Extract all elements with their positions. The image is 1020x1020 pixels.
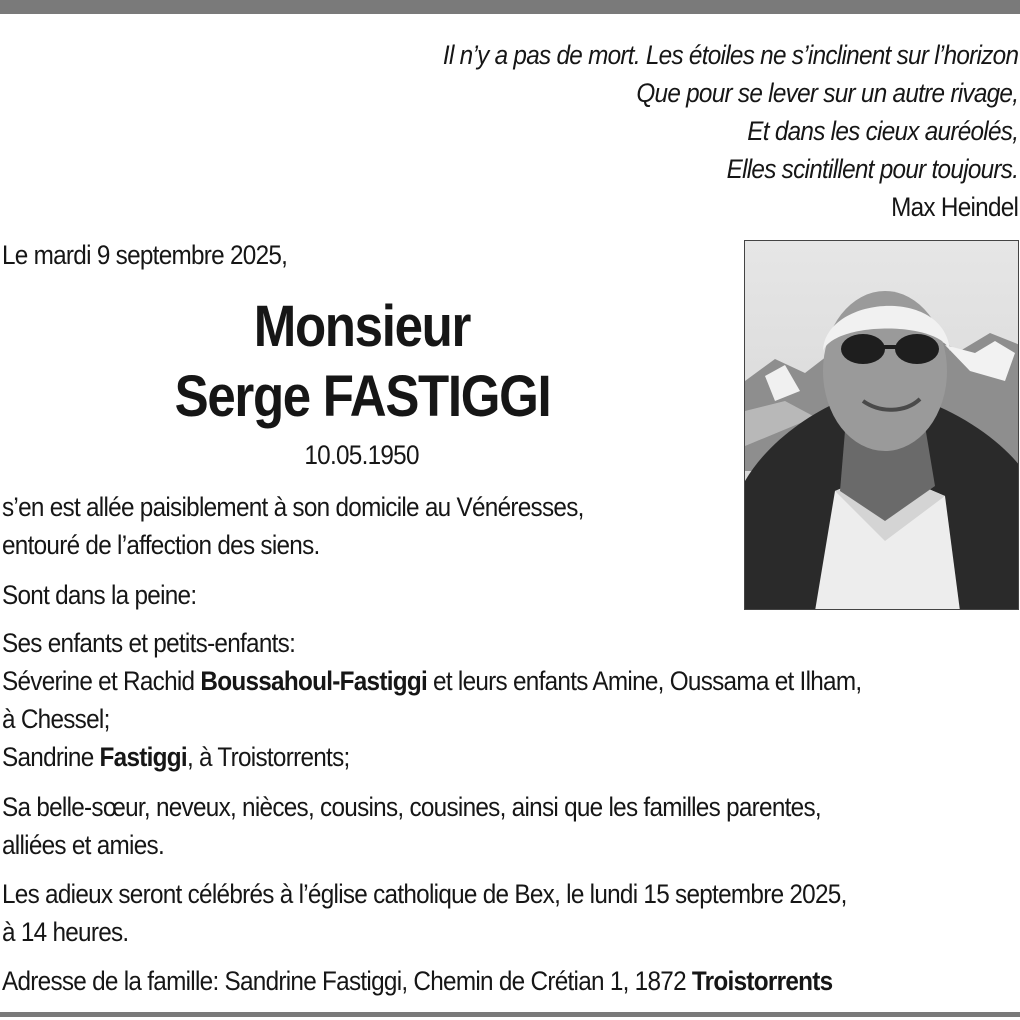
poem-line-1: Il n’y a pas de mort. Les étoiles ne s’inclinent sur l’horizon [442, 40, 1018, 70]
children-heading: Ses enfants et petits-enfants: [2, 628, 296, 658]
intro-date: Le mardi 9 septembre 2025, [2, 240, 288, 270]
ceremony-line-1: Les adieux seront célébrés à l’église catholique de Bex, le lundi 15 septembre 2025, [2, 879, 847, 909]
poem-line-4: Elles scintillent pour toujours. [726, 154, 1018, 184]
bottom-rule [0, 1012, 1020, 1017]
deceased-name: Serge FASTIGGI [174, 364, 550, 429]
relatives-paragraph [2, 788, 821, 864]
address-town: Troistorrents [691, 966, 833, 996]
family-name-boussahoul: Boussahoul-Fastiggi [200, 666, 428, 696]
portrait-image [745, 241, 1019, 610]
poem-line-2: Que pour se lever sur un autre rivage, [636, 78, 1018, 108]
birth-date: 10.05.1950 [304, 440, 420, 470]
family-address: Adresse de la famille: Sandrine Fastiggi, Chemin de Crétian 1, 1872 Troistorrents [2, 966, 833, 996]
top-rule [0, 0, 1020, 14]
children-paragraph [2, 624, 861, 776]
ceremony-paragraph [2, 875, 847, 951]
poem-author: Max Heindel [890, 192, 1018, 222]
ceremony-line-2: à 14 heures. [2, 917, 129, 947]
passing-line-1: s’en est allée paisiblement à son domicile au Vénéresses, [2, 492, 584, 522]
deceased-title: Monsieur [253, 294, 471, 359]
children-entry-2: Sandrine Fastiggi, à Troistorrents; [2, 742, 350, 772]
mourners-heading: Sont dans la peine: [2, 580, 197, 610]
children-entry-1-line-2: à Chessel; [2, 704, 110, 734]
passing-line-2: entouré de l’affection des siens. [2, 530, 320, 560]
portrait-photo [744, 240, 1019, 610]
relatives-line-2: alliées et amies. [2, 830, 164, 860]
children-entry-1: Séverine et Rachid Boussahoul-Fastiggi et leurs enfants Amine, Oussama et Ilham, [2, 666, 862, 696]
poem [443, 36, 1018, 226]
poem-line-3: Et dans les cieux auréolés, [747, 116, 1018, 146]
relatives-line-1: Sa belle-sœur, neveux, nièces, cousins, cousines, ainsi que les familles parentes, [2, 792, 821, 822]
family-name-fastiggi: Fastiggi [99, 742, 187, 772]
passing-paragraph [2, 488, 584, 564]
